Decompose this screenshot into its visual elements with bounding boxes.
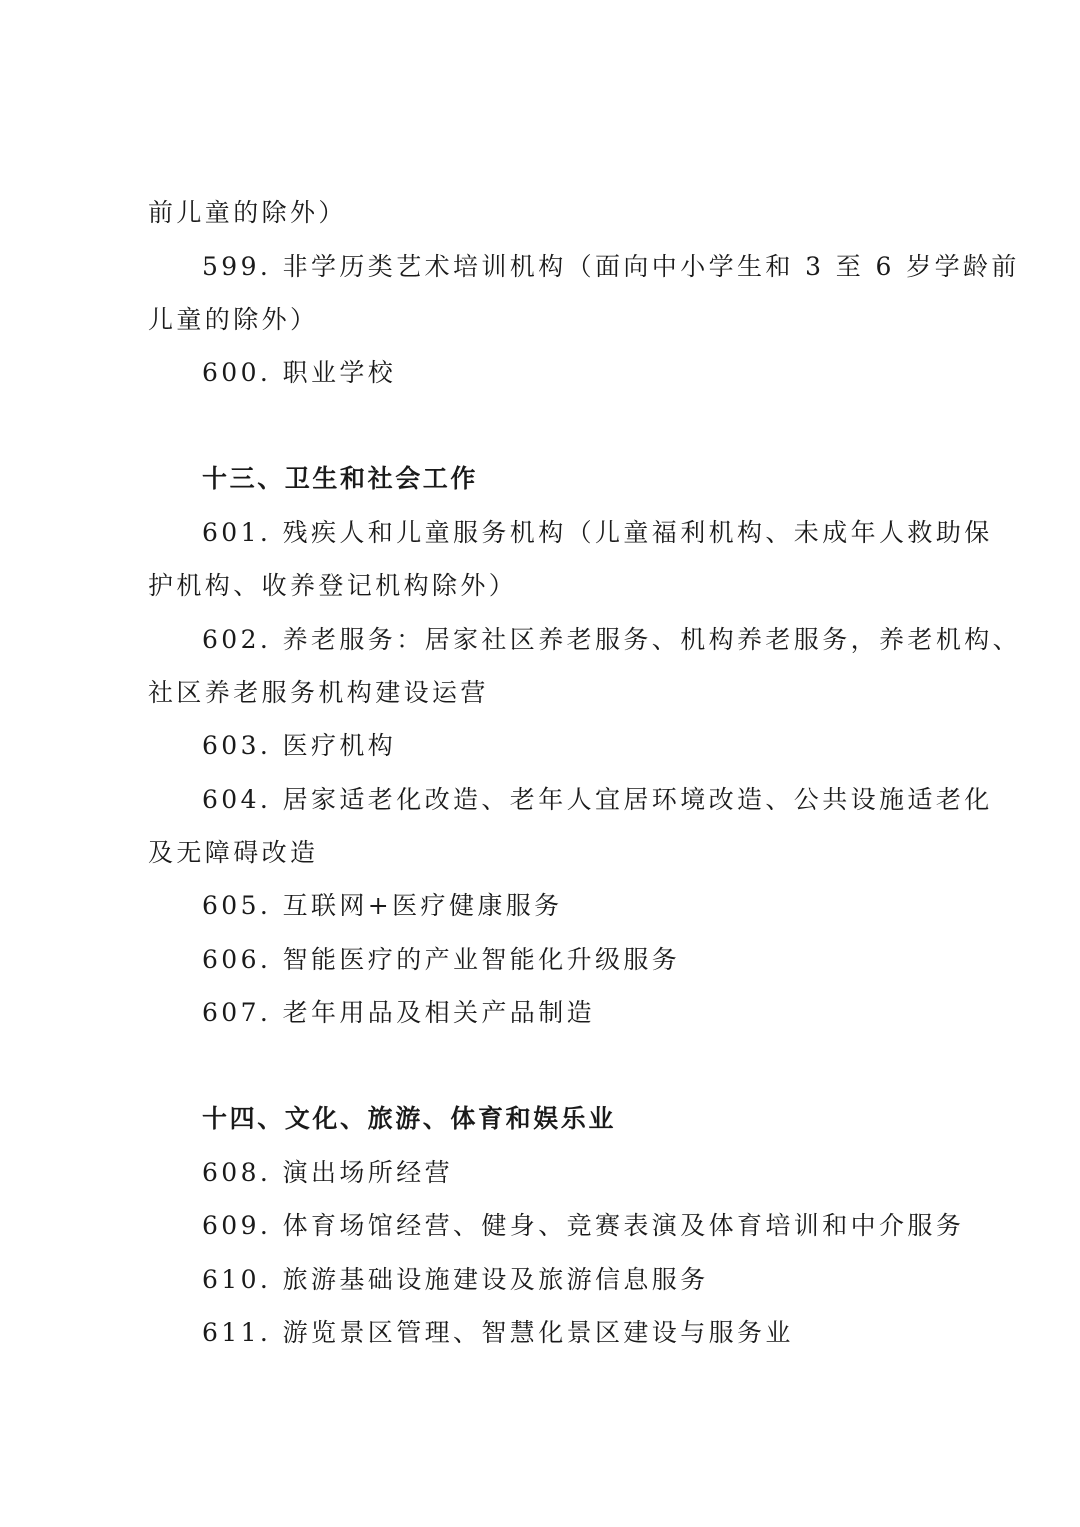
list-item-601: 601. 残疾人和儿童服务机构（儿童福利机构、未成年人救助保 xyxy=(202,518,993,547)
list-item-604: 604. 居家适老化改造、老年人宜居环境改造、公共设施适老化 xyxy=(202,785,993,814)
section-heading-13: 十三、卫生和社会工作 xyxy=(202,464,479,493)
text-line: 社区养老服务机构建设运营 xyxy=(148,678,489,707)
list-item-600: 600. 职业学校 xyxy=(202,358,397,387)
text-line: 护机构、收养登记机构除外） xyxy=(148,571,518,600)
list-item-606: 606. 智能医疗的产业智能化升级服务 xyxy=(202,945,681,974)
section-heading-14: 十四、文化、旅游、体育和娱乐业 xyxy=(202,1104,617,1133)
list-item-605: 605. 互联网+医疗健康服务 xyxy=(202,891,563,920)
list-item-607: 607. 老年用品及相关产品制造 xyxy=(202,998,596,1027)
list-item-610: 610. 旅游基础设施建设及旅游信息服务 xyxy=(202,1265,709,1294)
list-item-609: 609. 体育场馆经营、健身、竞赛表演及体育培训和中介服务 xyxy=(202,1211,965,1240)
list-item-611: 611. 游览景区管理、智慧化景区建设与服务业 xyxy=(202,1318,794,1347)
text-line: 前儿童的除外） xyxy=(148,198,347,227)
list-item-599: 599. 非学历类艺术培训机构（面向中小学生和 3 至 6 岁学龄前 xyxy=(202,252,1020,281)
text-line: 儿童的除外） xyxy=(148,305,319,334)
list-item-602: 602. 养老服务：居家社区养老服务、机构养老服务，养老机构、 xyxy=(202,625,1022,654)
list-item-603: 603. 医疗机构 xyxy=(202,731,397,760)
text-line: 及无障碍改造 xyxy=(148,838,319,867)
list-item-608: 608. 演出场所经营 xyxy=(202,1158,454,1187)
